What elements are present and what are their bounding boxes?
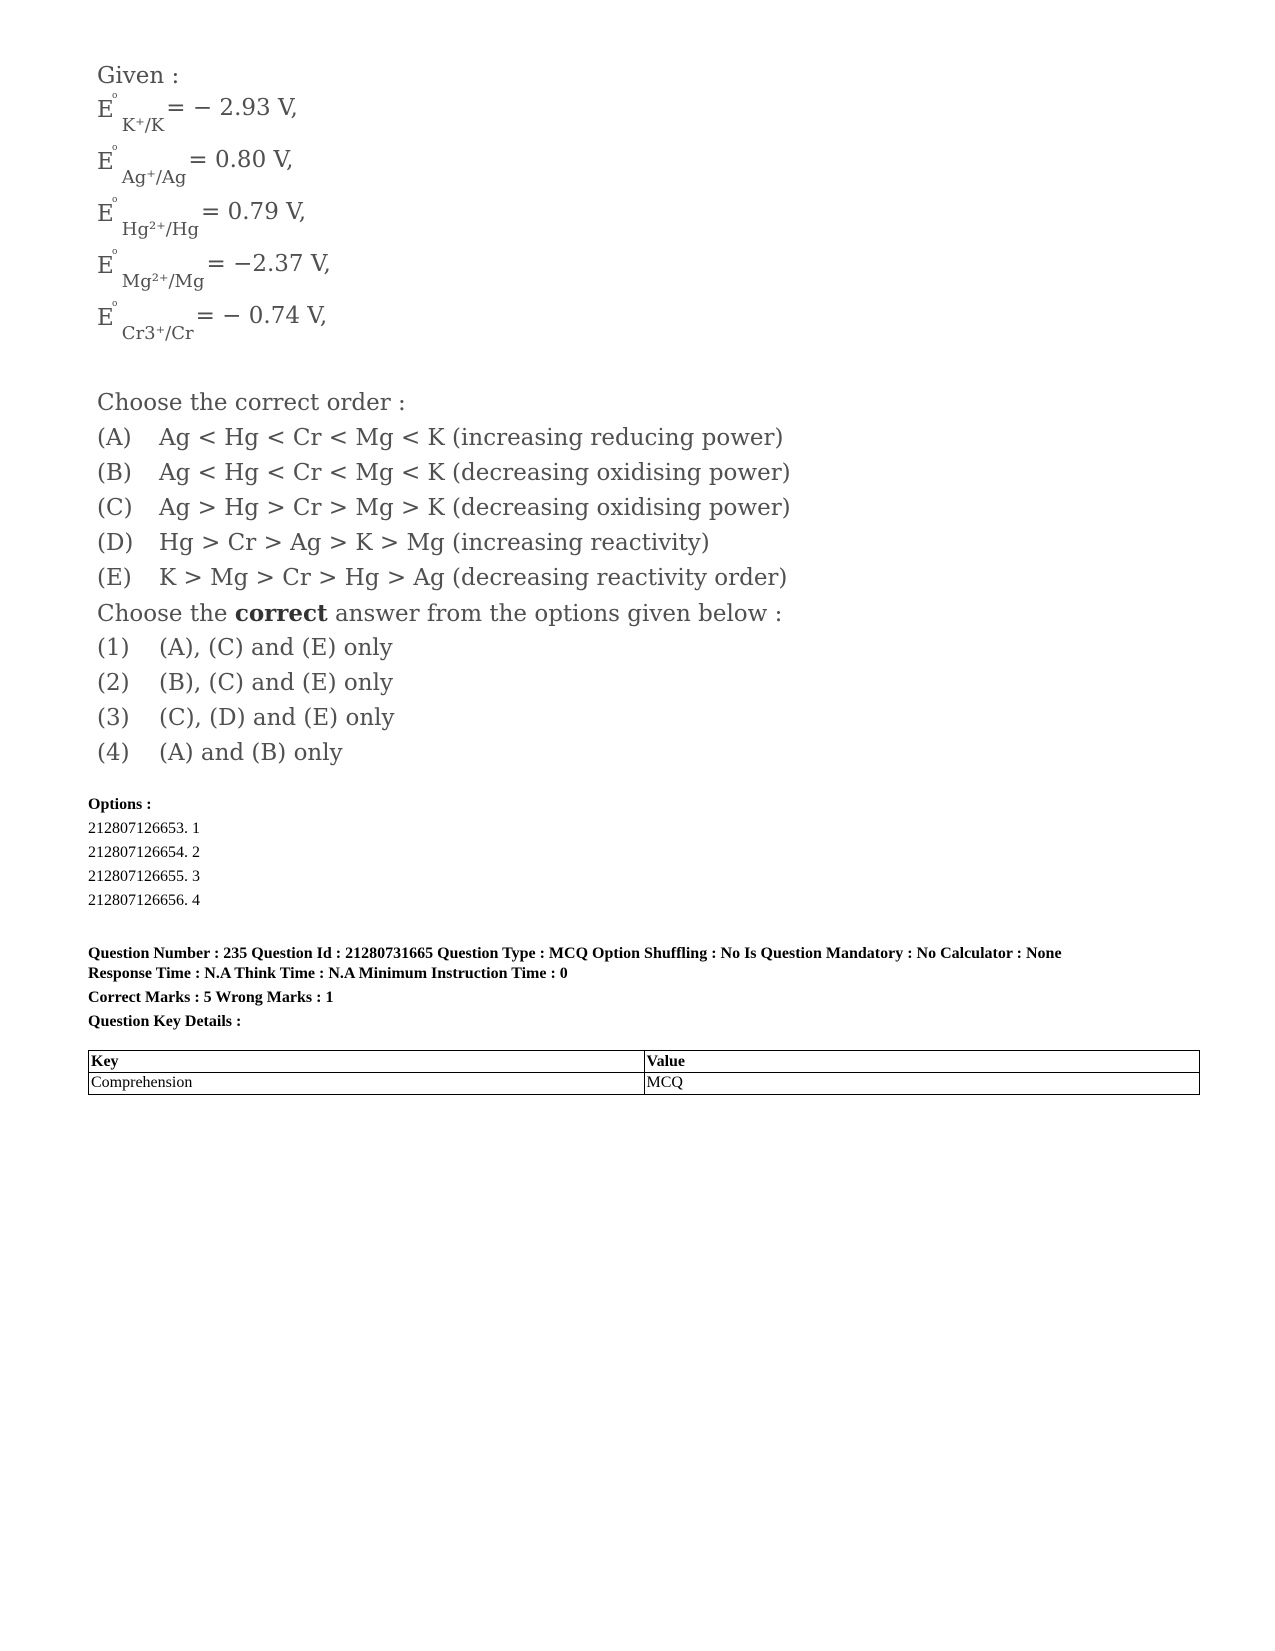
statement-c: (C) Ag > Hg > Cr > Mg > K (decreasing oxidising power) (97, 495, 791, 521)
table-header-key: Key (89, 1051, 645, 1073)
statement-d: (D) Hg > Cr > Ag > K > Mg (increasing reactivity) (97, 530, 710, 556)
question-header-line2: Response Time : N.A Think Time : N.A Minimum Instruction Time : 0 (88, 965, 568, 982)
potential-mg: E o $_{Mg^{2+}/Mg}$= −2.37 V, (97, 247, 331, 292)
question-header-line1: Question Number : 235 Question Id : 21280731665 Question Type : MCQ Option Shuffling : No Is Question Mandatory : No Calculator : None (88, 945, 1062, 962)
option-3: 212807126655. 3 (88, 868, 200, 885)
choose-order-label: Choose the correct order : (97, 390, 406, 416)
potential-hg: E o $_{Hg^{2+}/Hg}$= 0.79 V, (97, 195, 307, 240)
given-label: Given : (97, 63, 180, 89)
table-row (89, 1073, 1200, 1095)
table-header-row (89, 1051, 1200, 1073)
key-details-table (88, 1050, 1200, 1095)
option-1: 212807126653. 1 (88, 820, 200, 837)
answer-4: (4) (A) and (B) only (97, 740, 343, 766)
statement-a: (A) Ag < Hg < Cr < Mg < K (increasing reducing power) (97, 425, 784, 451)
answer-1: (1) (A), (C) and (E) only (97, 635, 393, 661)
marks-line: Correct Marks : 5 Wrong Marks : 1 (88, 989, 334, 1006)
potential-ag: E o $_{Ag^+/Ag}$= 0.80 V, (97, 143, 294, 188)
table-cell: MCQ (644, 1073, 1200, 1095)
option-2: 212807126654. 2 (88, 844, 200, 861)
potential-k: E o $_{K^+/K}$= − 2.93 V, (97, 91, 298, 136)
answer-2: (2) (B), (C) and (E) only (97, 670, 393, 696)
table-cell: Comprehension (89, 1073, 645, 1095)
key-details-label: Question Key Details : (88, 1013, 242, 1030)
answer-3: (3) (C), (D) and (E) only (97, 705, 395, 731)
option-4: 212807126656. 4 (88, 892, 200, 909)
table-header-value: Value (644, 1051, 1200, 1073)
statement-b: (B) Ag < Hg < Cr < Mg < K (decreasing oxidising power) (97, 460, 791, 486)
options-label: Options : (88, 796, 152, 813)
potential-cr: E o $_{Cr3^+/Cr}$= − 0.74 V, (97, 299, 328, 344)
statement-e: (E) K > Mg > Cr > Hg > Ag (decreasing reactivity order) (97, 565, 788, 591)
answer-instruction: Choose the correct answer from the options given below : (97, 600, 783, 627)
